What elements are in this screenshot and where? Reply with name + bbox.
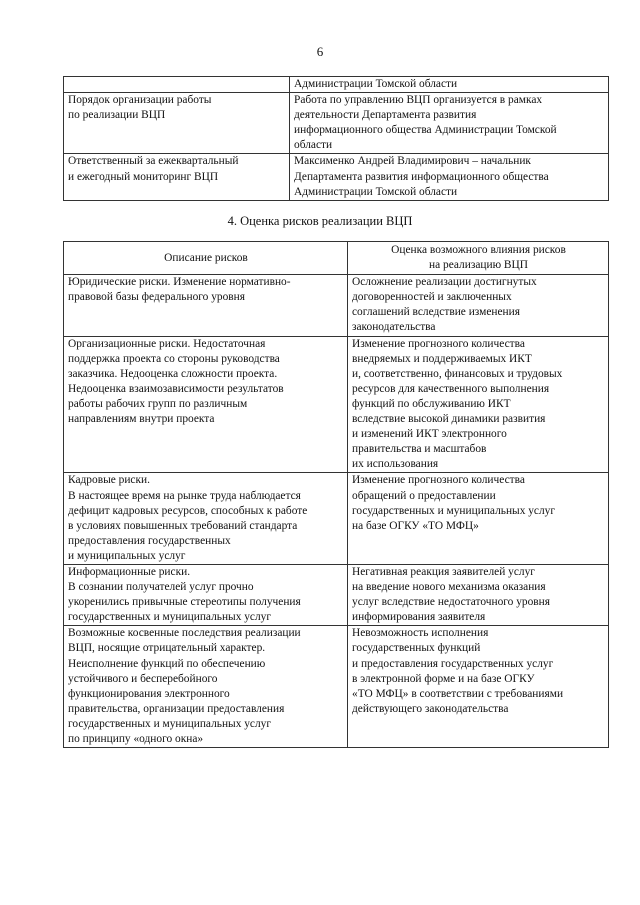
table-cell-label: Ответственный за ежеквартальный и ежегодный мониторинг ВЦП <box>64 154 290 200</box>
risk-description: Кадровые риски. В настоящее время на рынке труда наблюдается дефицит кадровых ресурсов, способных к работе в условиях повышенных требований стандарта предоставления государственных и муниципальных услуг <box>64 473 348 565</box>
table-row <box>64 93 609 154</box>
table-row <box>64 275 609 336</box>
risk-impact: Изменение прогнозного количества внедряемых и поддерживаемых ИКТ и, соответственно, финансовых и трудовых ресурсов для качественного выполнения функций по обслуживанию ИКТ вследствие высокой динамики развития и изменений ИКТ электронного правительства и масштабов их использования <box>348 336 609 473</box>
table-row <box>64 77 609 93</box>
table-row <box>64 564 609 625</box>
page-number: 6 <box>316 44 324 59</box>
risk-description: Возможные косвенные последствия реализации ВЦП, носящие отрицательный характер. Неисполнение функций по обеспечению устойчивого и бесперебойного функционирования электронного правительства, организации предоставления государственных и муниципальных услуг по принципу «одного окна» <box>64 626 348 748</box>
column-header-impact: Оценка возможного влияния рисков на реализацию ВЦП <box>348 242 609 275</box>
table-cell-value: Работа по управлению ВЦП организуется в рамках деятельности Департамента развития информационного общества Администрации Томской области <box>290 93 609 154</box>
risk-description: Юридические риски. Изменение нормативно- правовой базы федерального уровня <box>64 275 348 336</box>
table-cell-label: Порядок организации работы по реализации ВЦП <box>64 93 290 154</box>
risk-assessment-table <box>63 241 609 748</box>
risk-impact: Негативная реакция заявителей услуг на введение нового механизма оказания услуг вследствие недостаточного уровня информирования заявителя <box>348 564 609 625</box>
table-row <box>64 336 609 473</box>
table-row <box>64 154 609 200</box>
risk-impact: Изменение прогнозного количества обращений о предоставлении государственных и муниципальных услуг на базе ОГКУ «ТО МФЦ» <box>348 473 609 565</box>
table-header-row <box>64 242 609 275</box>
program-info-table <box>63 76 609 201</box>
risk-impact: Невозможность исполнения государственных функций и предоставления государственных услуг в электронной форме и на базе ОГКУ «ТО МФЦ» в соответствии с требованиями действующего законодательства <box>348 626 609 748</box>
table-cell-label <box>64 77 290 93</box>
table-row <box>64 473 609 565</box>
column-header-description: Описание рисков <box>64 242 348 275</box>
risk-impact: Осложнение реализации достигнутых договоренностей и заключенных соглашений вследствие изменения законодательства <box>348 275 609 336</box>
table-cell-value: Максименко Андрей Владимирович – начальник Департамента развития информационного общества Администрации Томской области <box>290 154 609 200</box>
risk-description: Организационные риски. Недостаточная поддержка проекта со стороны руководства заказчика. Недооценка сложности проекта. Недооценка взаимозависимости результатов работы рабочих групп по различным направлениям внутри проекта <box>64 336 348 473</box>
risk-description: Информационные риски. В сознании получателей услуг прочно укоренились привычные стереотипы получения государственных и муниципальных услуг <box>64 564 348 625</box>
section-title: 4. Оценка рисков реализации ВЦП <box>227 214 413 228</box>
table-cell-value: Администрации Томской области <box>290 77 609 93</box>
table-row <box>64 626 609 748</box>
